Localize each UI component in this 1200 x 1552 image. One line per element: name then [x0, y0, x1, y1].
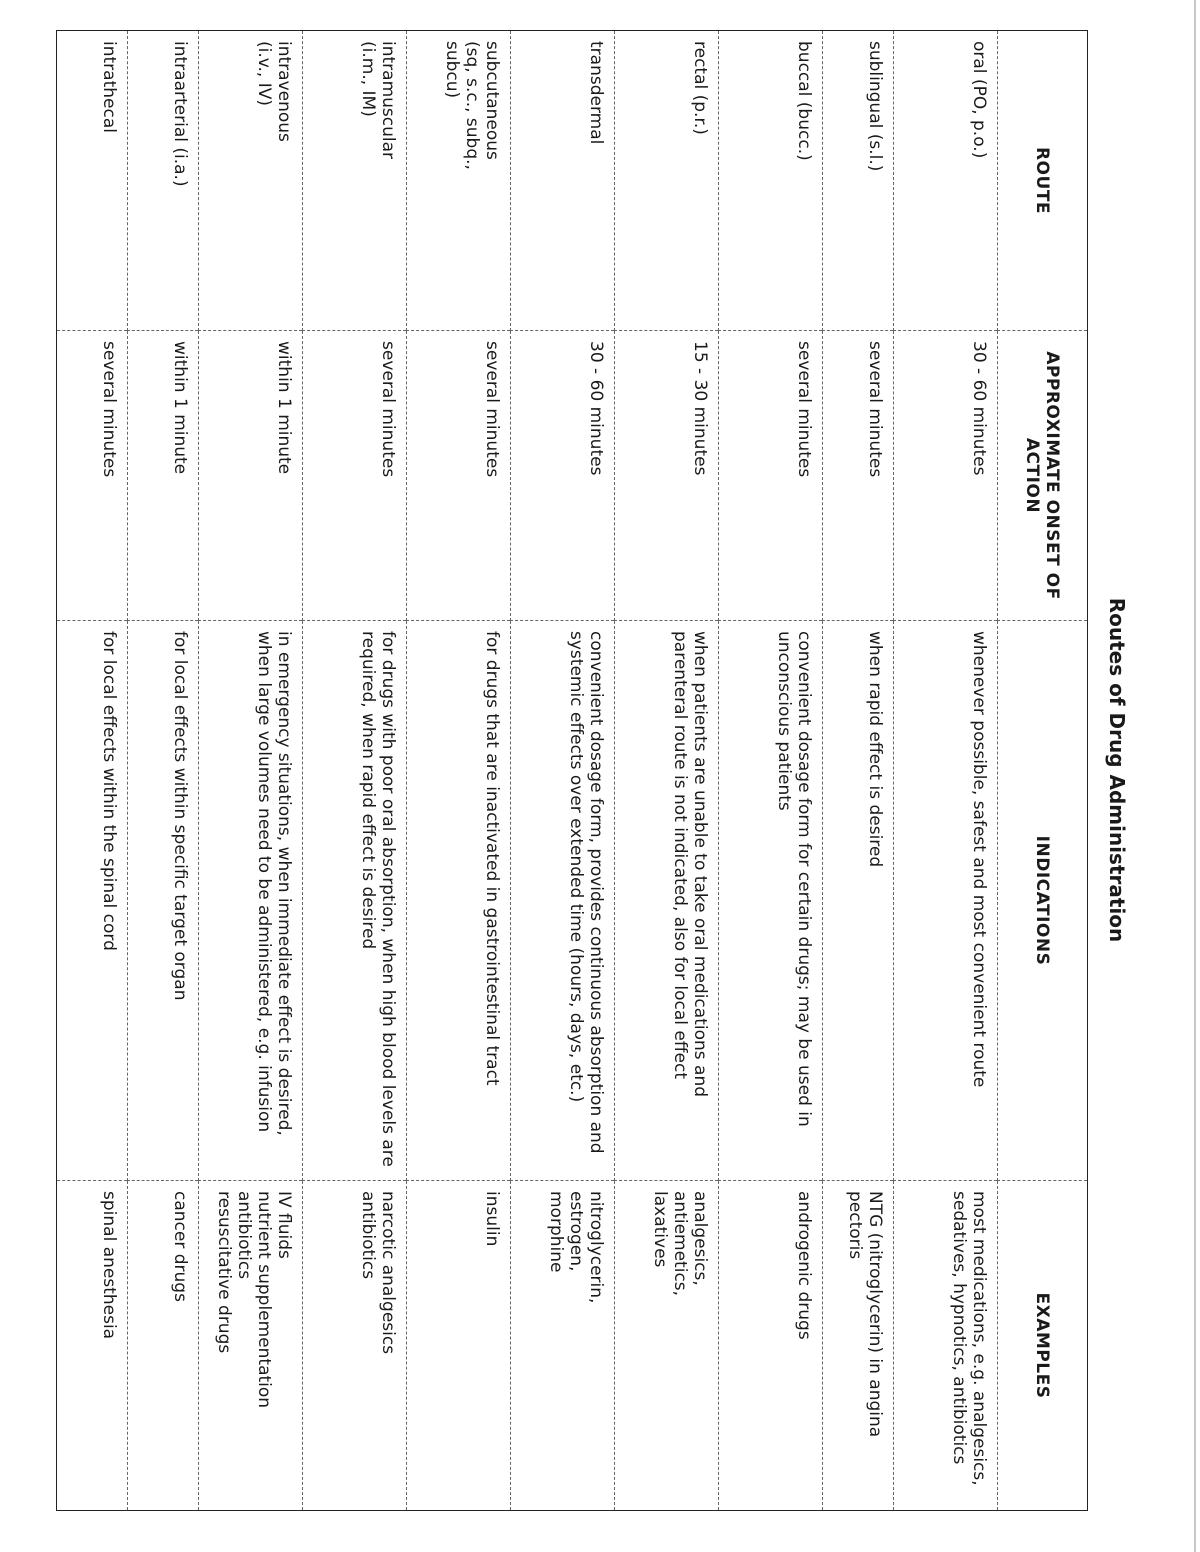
cell-onset: several minutes	[406, 331, 510, 621]
cell-examples: insulin	[406, 1181, 510, 1511]
cell-examples: spinal anesthesia	[57, 1181, 128, 1511]
header-route: ROUTE	[998, 31, 1088, 331]
cell-route: intraarterial (i.a.)	[127, 31, 198, 331]
cell-indications: for local effects within the spinal cord	[57, 621, 128, 1181]
header-onset: APPROXIMATE ONSET OF ACTION	[998, 331, 1088, 621]
cell-route: oral (PO, p.o.)	[893, 31, 997, 331]
cell-route: subcutaneous (sq, s.c., subq., subcu)	[406, 31, 510, 331]
table-row	[198, 31, 302, 1511]
cell-examples: narcotic analgesics antibiotics	[302, 1181, 406, 1511]
cell-examples: cancer drugs	[127, 1181, 198, 1511]
cell-indications: whenever possible, safest and most convenient route	[893, 621, 997, 1181]
table-row	[614, 31, 718, 1511]
table-row	[406, 31, 510, 1511]
header-indications: INDICATIONS	[998, 621, 1088, 1181]
routes-table	[56, 30, 1088, 1511]
table-row	[823, 31, 894, 1511]
table-row	[57, 31, 128, 1511]
cell-onset: several minutes	[302, 331, 406, 621]
cell-onset: within 1 minute	[127, 331, 198, 621]
table-row	[893, 31, 997, 1511]
cell-route: sublingual (s.l.)	[823, 31, 894, 331]
table-row	[302, 31, 406, 1511]
cell-indications: in emergency situations, when immediate effect is desired, when large volumes need to be administered, e.g. infusion	[198, 621, 302, 1181]
cell-indications: for drugs that are inactivated in gastrointestinal tract	[406, 621, 510, 1181]
cell-onset: several minutes	[823, 331, 894, 621]
cell-indications: for local effects within specific target organ	[127, 621, 198, 1181]
cell-indications: convenient dosage form, provides continuous absorption and systemic effects over extended time (hours, days, etc.)	[510, 621, 614, 1181]
cell-onset: several minutes	[719, 331, 823, 621]
header-row	[998, 31, 1088, 1511]
table-row	[719, 31, 823, 1511]
cell-route: intramuscular (i.m., IM)	[302, 31, 406, 331]
cell-indications: for drugs with poor oral absorption, when high blood levels are required, when rapid effect is desired	[302, 621, 406, 1181]
header-examples: EXAMPLES	[998, 1181, 1088, 1511]
rotated-document	[56, 30, 1134, 1510]
cell-route: intravenous (i.v., IV)	[198, 31, 302, 331]
cell-examples: analgesics, antiemetics, laxatives	[614, 1181, 718, 1511]
document-title: Routes of Drug Administration	[1105, 597, 1129, 943]
cell-examples: nitroglycerin, estrogen, morphine	[510, 1181, 614, 1511]
cell-examples: most medications, e.g. analgesics, sedatives, hypnotics, antibiotics	[893, 1181, 997, 1511]
cell-indications: when patients are unable to take oral medications and parenteral route is not indicated, also for local effect	[614, 621, 718, 1181]
cell-indications: when rapid effect is desired	[823, 621, 894, 1181]
cell-route: buccal (bucc.)	[719, 31, 823, 331]
cell-route: rectal (p.r.)	[614, 31, 718, 331]
cell-onset: several minutes	[57, 331, 128, 621]
table-row	[510, 31, 614, 1511]
cell-route: intrathecal	[57, 31, 128, 331]
cell-onset: within 1 minute	[198, 331, 302, 621]
cell-route: transdermal	[510, 31, 614, 331]
cell-indications: convenient dosage form for certain drugs; may be used in unconscious patients	[719, 621, 823, 1181]
cell-examples: androgenic drugs	[719, 1181, 823, 1511]
table-row	[127, 31, 198, 1511]
scan-edge-line	[1194, 0, 1196, 1552]
cell-examples: IV fluids nutrient supplementation antibiotics resuscitative drugs	[198, 1181, 302, 1511]
cell-onset: 15 - 30 minutes	[614, 331, 718, 621]
cell-examples: NTG (nitroglycerin) in angina pectoris	[823, 1181, 894, 1511]
cell-onset: 30 - 60 minutes	[510, 331, 614, 621]
cell-onset: 30 - 60 minutes	[893, 331, 997, 621]
